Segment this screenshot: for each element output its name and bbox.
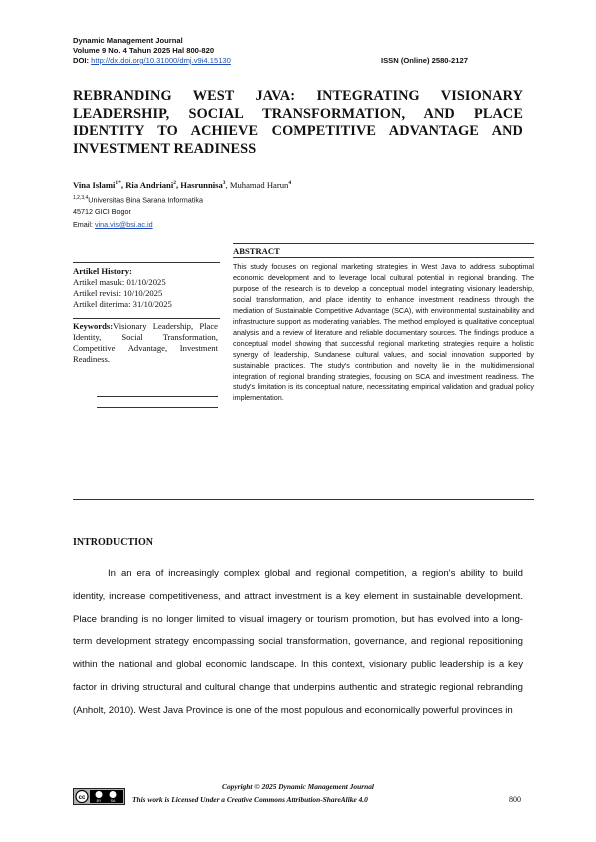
keywords-block	[73, 321, 218, 365]
history-accepted: Artikel diterima: 31/10/2025	[73, 299, 172, 309]
affiliation-email	[73, 219, 153, 230]
badge-cc-text: cc	[78, 795, 86, 801]
affiliation-institution	[73, 193, 203, 205]
abstract-text: This study focuses on regional marketing strategies in West Java to address suboptimal economic development and to leverage local cultural potential in regional branding. The purpose of the research is to develop a conceptual model integrating visionary leadership, social transformation, and place identity to enhance investment readiness through the mediation of Sustainable Competitive Advantage (SCA), with environmental sustainability and infrastructure support as moderating variables. The method employed is qualitative conceptual analysis and a review of literature and reliable documentary sources. The findings produce a conceptual model showing that successful regional marketing strategies require a holistic synergy of leadership, Sundanese cultural values, and social innovation supported by sustainable practices. The study's contribution and novelty lie in the multidimensional integration of regional branding strategies, focusing on SCA and investment readiness. The study's limitation is its conceptual nature, necessitating empirical validation and gradual policy implementation.	[233, 262, 534, 403]
author-name: , Muhamad Harun	[225, 180, 289, 190]
issn: ISSN (Online) 2580-2127	[381, 56, 468, 65]
affiliation-sup: 1,2,3,4	[73, 195, 89, 201]
badge-sa-text: SA	[110, 799, 116, 803]
paper-title: REBRANDING WEST JAVA: INTEGRATING VISIONARY LEADERSHIP, SOCIAL TRANSFORMATION, AND PLACE IDENTITY TO ACHIEVE COMPETITIVE ADVANTAGE AND INVESTMENT READINESS	[73, 88, 523, 157]
author-sup: 4	[288, 180, 292, 187]
keywords-top-rule	[73, 318, 220, 319]
journal-name: Dynamic Management Journal	[73, 36, 183, 45]
footer-copyright: Copyright © 2025 Dynamic Management Journal	[222, 782, 374, 791]
volume-line: Volume 9 No. 4 Tahun 2025 Hal 800-820	[73, 46, 215, 55]
email-link[interactable]: vina.vis@bsi.ac.id	[94, 220, 153, 229]
history-top-rule	[73, 262, 220, 263]
journal-header	[73, 36, 523, 66]
introduction-text: In an era of increasingly complex global and regional competition, a region's ability to build identity, increase competitiveness, and attract investment is a key element in sustainable development. Place branding is no longer limited to visual imagery or tourism promotion, but has evolved into a long-term development strategy encompassing social transformation, governance, and regional repositioning within the national and global economic landscape. In this context, visionary public leadership is a key factor in driving structural and cultural change that underpins authentic and strategic regional rebranding (Anholt, 2010). West Java Province is one of the most populous and economically powerful provinces in	[73, 568, 523, 716]
introduction-heading: INTRODUCTION	[73, 537, 154, 548]
footer-license: This work is Licensed Under a Creative Commons Attribution-ShareAlike 4.0	[132, 795, 368, 804]
doi-link[interactable]: http://dx.doi.org/10.31000/dmj.v9i4.15130	[91, 56, 231, 65]
abstract-heading: ABSTRACT	[233, 246, 280, 256]
author-sup: 1*	[115, 180, 121, 187]
author-sup: 3	[222, 180, 226, 187]
doi-label: DOI:	[73, 56, 92, 65]
abstract-top-rule	[233, 243, 534, 244]
author-name: , Ria Andriani	[120, 180, 174, 190]
author-name: Vina Islami	[73, 180, 116, 190]
abstract-head-rule	[233, 257, 534, 258]
email-label: Email:	[73, 220, 95, 229]
badge-by-text: BY	[96, 799, 102, 803]
left-col-bottom-rule	[97, 407, 218, 408]
institution-name: Universitas Bina Sarana Informatika	[88, 195, 203, 205]
history-revised: Artikel revisi: 10/10/2025	[73, 288, 163, 298]
keywords-label: Keywords:	[73, 321, 114, 331]
author-sup: 2	[173, 180, 176, 187]
keywords-text: Visionary Leadership, Place Identity, Social Transformation, Competitive Advantage, Investment Readiness.	[73, 321, 218, 364]
author-name: , Hasrunnisa	[175, 180, 223, 190]
abstract-bottom-rule	[73, 499, 534, 500]
author-list	[73, 180, 291, 190]
article-history	[73, 266, 243, 310]
history-received: Artikel masuk: 01/10/2025	[73, 277, 166, 287]
cc-by-sa-icon	[74, 789, 124, 804]
affiliation-zip: 45712 GICI Bogor	[73, 207, 131, 216]
page-number: 800	[509, 795, 521, 804]
keywords-bottom-rule	[97, 396, 218, 397]
cc-license-badge[interactable]	[73, 788, 125, 805]
history-heading: Artikel History:	[73, 266, 132, 276]
